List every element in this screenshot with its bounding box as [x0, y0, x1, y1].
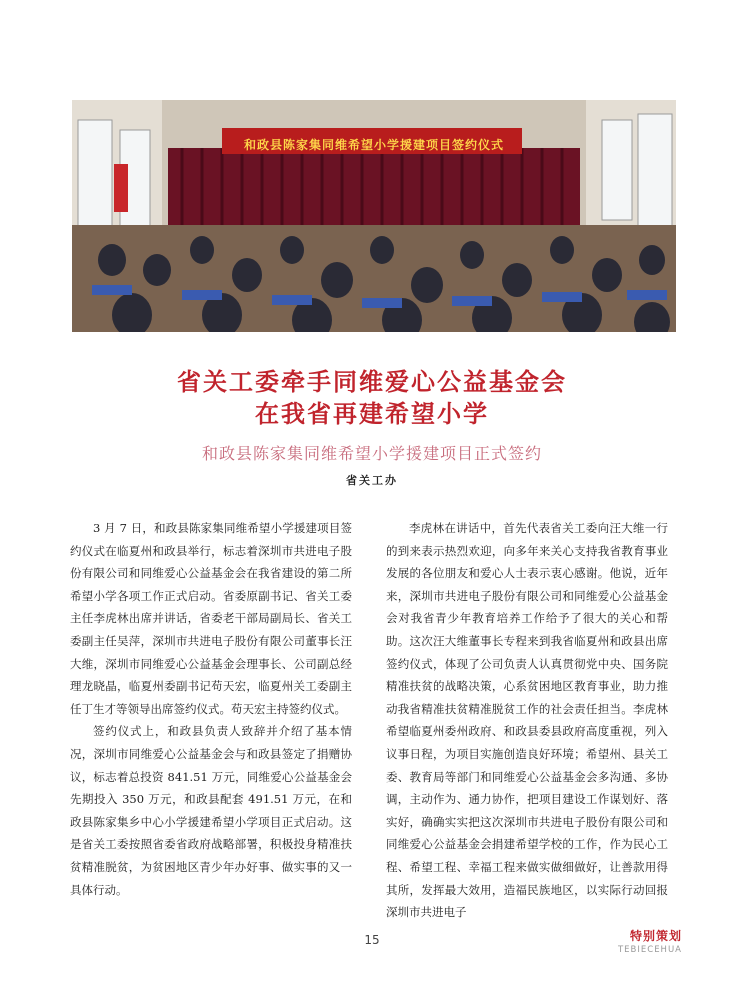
article-subtitle: 和政县陈家集同维希望小学援建项目正式签约	[201, 444, 542, 463]
section-label	[618, 927, 682, 955]
conference-photo	[72, 100, 676, 332]
banner-text: 和政县陈家集同维希望小学援建项目签约仪式	[243, 138, 504, 152]
page-number: 15	[364, 933, 380, 947]
article-title-line2: 在我省再建希望小学	[255, 400, 489, 428]
left-column	[70, 517, 352, 901]
paragraph: 3 月 7 日，和政县陈家集同维希望小学援建项目签约仪式在临夏州和政县举行，标志着深圳市共进电子股份有限公司和同维爱心公益基金会在我省建设的第二所希望小学各项工作正式启动。省委原副书记、省关工委主任李虎林出席并讲话，省委老干部局副局长、省关工委副主任吴萍，深圳市共进电子股份有限公司董事长汪大维，深圳市同维爱心公益基金会理事长、公司副总经理龙晓晶，临夏州委副书记苟天宏，临夏州关工委副主任丁生才等领导出席签约仪式。苟天宏主持签约仪式。	[70, 521, 352, 716]
article-author: 省关工办	[346, 474, 398, 487]
paragraph: 李虎林在讲话中，首先代表省关工委向汪大维一行的到来表示热烈欢迎，向多年来关心支持我省教育事业发展的各位朋友和爱心人士表示衷心感谢。他说，近年来，深圳市共进电子股份有限公司和同维爱心公益基金会对我省青少年教育培养工作给予了很大的关心和帮助。这次汪大维董事长专程来到我省临夏州和政县出席签约仪式，体现了公司负责人认真贯彻党中央、国务院精准扶贫的战略决策，心系贫困地区教育事业，助力推动我省精准扶贫精准脱贫工作的社会责任担当。李虎林希望临夏州委州政府、和政县委县政府高度重视，列入议事日程，为项目实施创造良好环境；希望州、县关工委、教育局等部门和同维爱心公益基金会多沟通、多协调，主动作为、通力协作，把项目建设工作谋划好、落实好，确确实实把这次深圳市共进电子股份有限公司和同维爱心公益基金会捐建希望学校的工作，作为民心工程、希望工程、幸福工程来做实做细做好，让善款用得其所，发挥最大效用，造福民族地区，以实际行动回报深圳市共进电子	[386, 521, 668, 920]
right-column	[386, 517, 668, 924]
paragraph: 签约仪式上，和政县负责人致辞并介绍了基本情况，深圳市同维爱心公益基金会与和政县签定了捐赠协议，标志着总投资 841.51 万元，同维爱心公益基金会先期投入 350 万元，和政县配套 491.51 万元，在和政县陈家集乡中心小学援建希望小学项目正式启动。这是省关工委按照省委省政府战略部署，积极投身精准扶贫精准脱贫，为贫困地区青少年办好事、做实事的又一具体行动。	[70, 724, 352, 897]
section-label-en: TEBIECEHUA	[617, 945, 682, 955]
section-label-cn: 特别策划	[629, 929, 682, 943]
article-title-line1: 省关工委牵手同维爱心公益基金会	[177, 368, 567, 396]
conference-photo-illustration	[72, 100, 676, 332]
